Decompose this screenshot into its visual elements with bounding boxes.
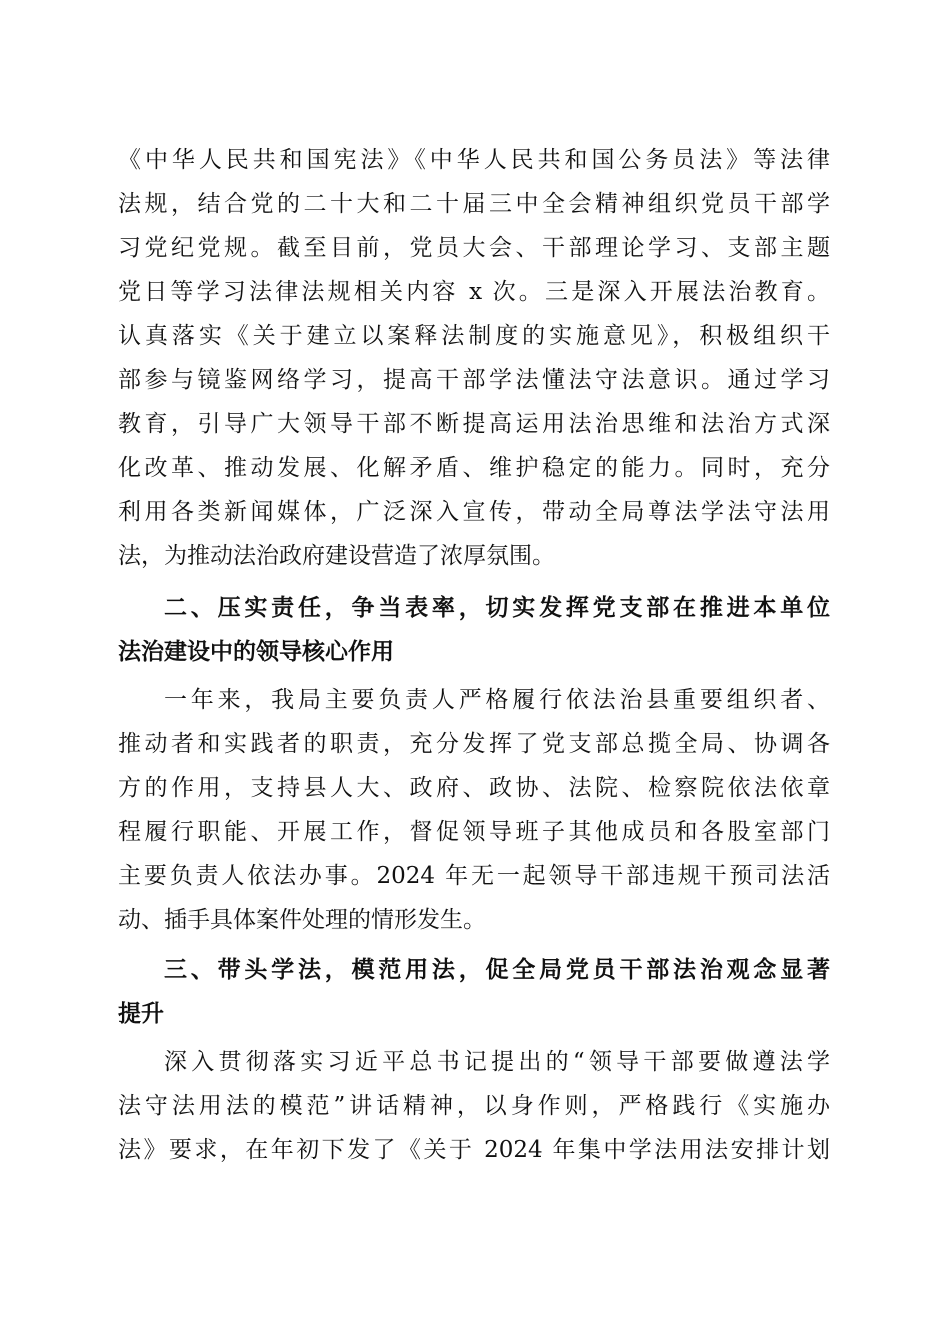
paragraph-2-line-3: 方的作用，支持县人大、政府、政协、法院、检察院依法依章 bbox=[118, 775, 830, 801]
section-heading-2-line-2: 法治建设中的领导核心作用 bbox=[118, 639, 394, 665]
paragraph-1-line-9: 利用各类新闻媒体，广泛深入宣传，带动全局尊法学法守法用 bbox=[118, 499, 830, 525]
paragraph-1-line-1: 《中华人民共和国宪法》《中华人民共和国公务员法》等法律 bbox=[118, 147, 830, 173]
paragraph-3-line-2: 法守法用法的模范”讲话精神，以身作则，严格践行《实施办 bbox=[118, 1093, 830, 1119]
paragraph-1-line-3: 习党纪党规。截至目前，党员大会、干部理论学习、支部主题 bbox=[118, 235, 830, 261]
paragraph-1-line-10: 法，为推动法治政府建设营造了浓厚氛围。 bbox=[118, 543, 555, 569]
paragraph-1-line-2: 法规，结合党的二十大和二十届三中全会精神组织党员干部学 bbox=[118, 191, 830, 217]
paragraph-2-line-1: 一年来，我局主要负责人严格履行依法治县重要组织者、 bbox=[164, 687, 830, 713]
paragraph-2-line-4: 程履行职能、开展工作，督促领导班子其他成员和各股室部门 bbox=[118, 819, 830, 845]
paragraph-1-line-6: 部参与镜鉴网络学习，提高干部学法懂法守法意识。通过学习 bbox=[118, 367, 830, 393]
paragraph-2-line-6: 动、插手具体案件处理的情形发生。 bbox=[118, 907, 486, 933]
paragraph-1-line-8: 化改革、推动发展、化解矛盾、维护稳定的能力。同时，充分 bbox=[118, 455, 830, 481]
paragraph-2-line-2: 推动者和实践者的职责，充分发挥了党支部总揽全局、协调各 bbox=[118, 731, 830, 757]
section-heading-3-line-2: 提升 bbox=[118, 1001, 164, 1027]
paragraph-1-line-7: 教育，引导广大领导干部不断提高运用法治思维和法治方式深 bbox=[118, 411, 830, 437]
paragraph-1-line-4: 党日等学习法律法规相关内容 x 次。三是深入开展法治教育。 bbox=[118, 279, 830, 305]
paragraph-3-line-1: 深入贯彻落实习近平总书记提出的“领导干部要做遵法学 bbox=[164, 1049, 830, 1075]
paragraph-2-line-5: 主要负责人依法办事。2024 年无一起领导干部违规干预司法活 bbox=[118, 863, 830, 889]
paragraph-1-line-5: 认真落实《关于建立以案释法制度的实施意见》，积极组织干 bbox=[118, 323, 830, 349]
section-heading-2-line-1: 二、压实责任，争当表率，切实发挥党支部在推进本单位 bbox=[164, 595, 830, 621]
paragraph-3-line-3: 法》要求，在年初下发了《关于 2024 年集中学法用法安排计划 bbox=[118, 1137, 830, 1163]
section-heading-3-line-1: 三、带头学法，模范用法，促全局党员干部法治观念显著 bbox=[164, 957, 830, 983]
